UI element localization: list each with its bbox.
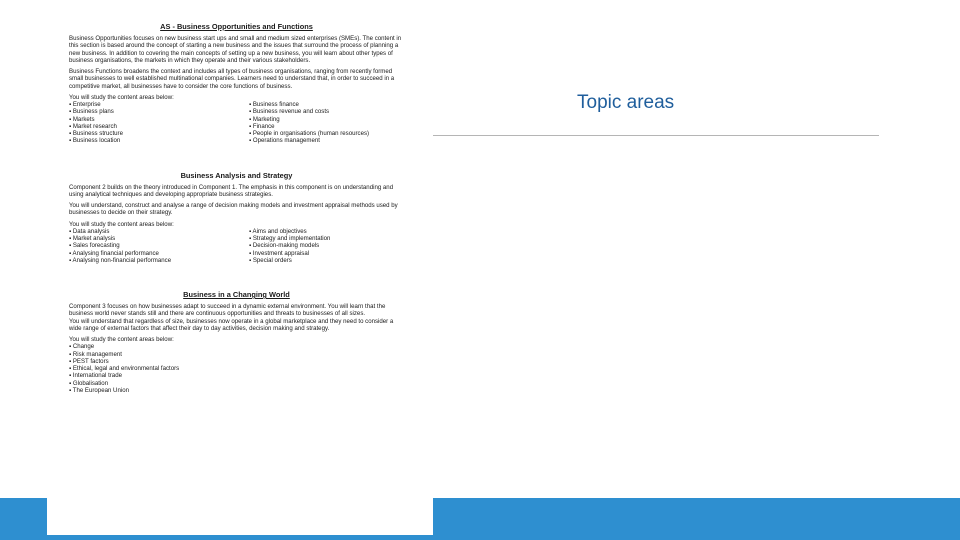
section1-paragraph-1: Business Opportunities focuses on new business start ups and small and medium sized enterprises (SMEs). The content in this section is based around the concept of starting a new business and the issues that surround the process of planning a new business. In addition to covering the main concepts of setting up a new business, you will learn about other types of business organisations, the markets in which they operate and their various stakeholders. (69, 35, 402, 64)
list-item: ▪ Markets (69, 115, 95, 123)
list-item: ▪ Globalisation (69, 379, 109, 387)
list-item: ▪ Analysing financial performance (69, 249, 159, 257)
list-item: ▪ Market analysis (69, 235, 116, 242)
section2-paragraph-2: You will understand, construct and analyse a range of decision making models and investment appraisal methods used by businesses to decide on their strategy. (69, 202, 398, 217)
section1-paragraph-2: Business Functions broadens the context and includes all types of business organisations, ranging from recently formed small businesses to well established multinational companies. Learners need to understand that, in order to succeed in a competitive market, all businesses have to consider the core functions of business. (69, 68, 395, 90)
list-item: ▪ PEST factors (69, 357, 109, 365)
section1-intro: You will study the content areas below: (69, 93, 174, 101)
list-item: ▪ Business location (69, 137, 121, 145)
list-item: ▪ People in organisations (human resources) (249, 130, 370, 137)
list-item: ▪ Business finance (249, 101, 299, 108)
list-item: ▪ Business revenue and costs (249, 108, 330, 116)
list-item: ▪ Change (69, 343, 95, 351)
section3-intro: You will study the content areas below: (69, 336, 174, 343)
list-item: ▪ Aims and objectives (249, 227, 307, 235)
section3-paragraph-1: Component 3 focuses on how businesses adapt to succeed in a dynamic external environment. You will learn that the business world never stands still and there are continuous opportunities and threats to businesses of all sizes. (69, 303, 386, 318)
list-item: ▪ Data analysis (69, 227, 110, 235)
section3-paragraph-2: You will understand that regardless of size, businesses now operate in a global marketplace and they need to consider a wide range of external factors that affect their day to day activities, decision making and strategy. (69, 317, 394, 332)
list-item: ▪ Marketing (249, 115, 280, 123)
list-item: ▪ Finance (249, 122, 275, 130)
section2-intro: You will study the content areas below: (69, 220, 174, 228)
list-item: ▪ Strategy and implementation (249, 235, 331, 242)
list-item: ▪ Business plans (69, 108, 114, 116)
list-item: ▪ The European Union (69, 386, 129, 394)
list-item: ▪ Operations management (249, 137, 320, 145)
document-content (69, 22, 404, 394)
list-item: ▪ Risk management (69, 350, 122, 358)
list-item: ▪ Market research (69, 122, 117, 130)
list-item: ▪ Special orders (249, 256, 292, 264)
list-item: ▪ Investment appraisal (249, 249, 310, 257)
section2-paragraph-1: Component 2 builds on the theory introduced in Component 1. The emphasis in this component is on understanding and using analytical techniques and developing appropriate business strategies. (69, 183, 394, 198)
title-divider (433, 135, 879, 136)
section2-topic-list (69, 228, 404, 264)
section2-heading: Business Analysis and Strategy (180, 170, 293, 180)
list-item: ▪ Enterprise (69, 101, 101, 108)
section1-heading: AS - Business Opportunities and Functions (160, 22, 313, 31)
section1-topic-list (69, 101, 404, 145)
list-item: ▪ Analysing non-financial performance (69, 256, 172, 264)
section3-heading: Business in a Changing World (183, 290, 290, 299)
slide-title: Topic areas (577, 92, 675, 113)
list-item: ▪ Decision-making models (249, 242, 320, 250)
list-item: ▪ Sales forecasting (69, 242, 120, 250)
specification-document-image (47, 16, 433, 535)
list-item: ▪ International trade (69, 372, 122, 380)
section3-topic-list (69, 343, 404, 394)
list-item: ▪ Ethical, legal and environmental factors (69, 365, 180, 372)
list-item: ▪ Business structure (69, 130, 123, 137)
